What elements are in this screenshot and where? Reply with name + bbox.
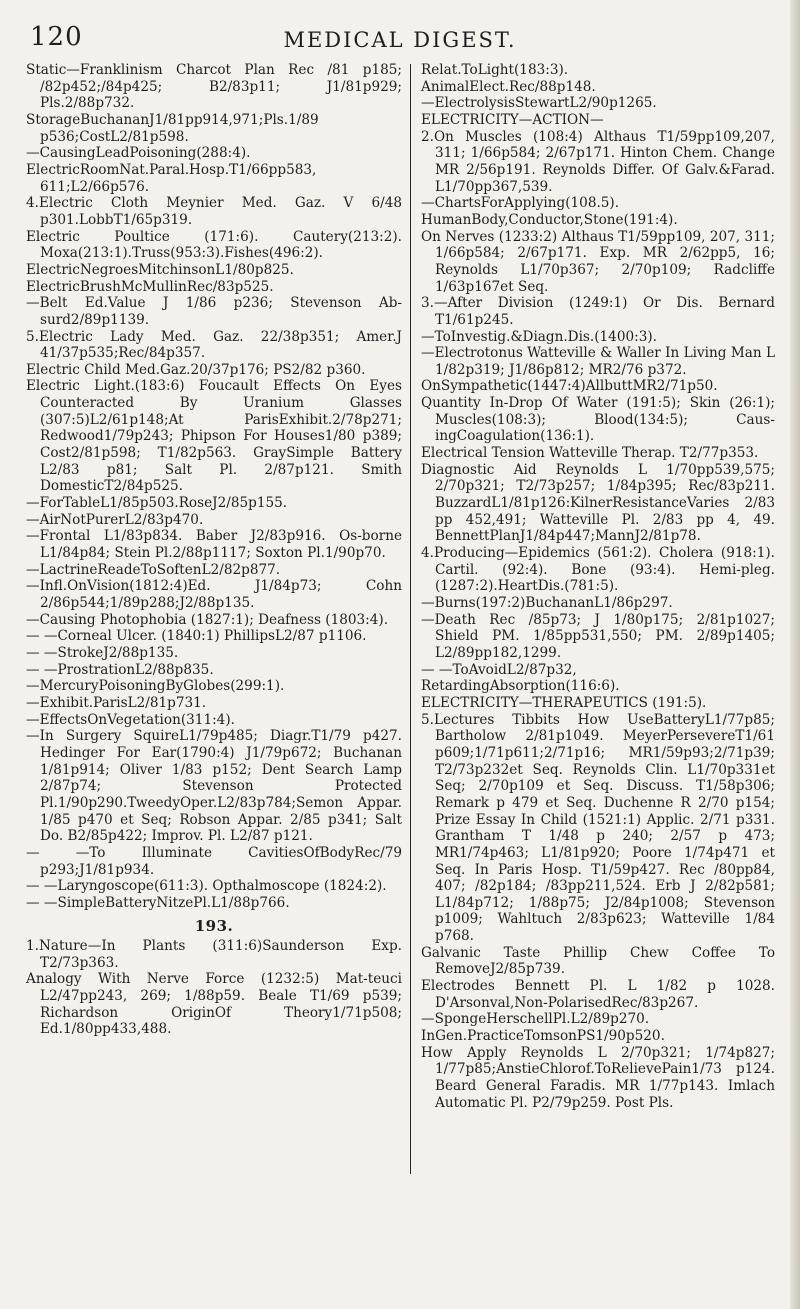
- index-entry: Electric Light.(183:6) Foucault Effects On Eyes Counteracted By Uranium Glasses (307:5)L2/61p148;At ParisExhibit.2/78p271; Redwood1/79p243; Phipson For Houses1/80 p389; Cost2/81p598; T1/82p563. GraySimple Battery L2/83 p81; Salt Pl. 2/87p121. Smith DomesticT2/84p525.: [26, 378, 402, 495]
- index-entry: —Exhibit.ParisL2/81p731.: [26, 694, 207, 711]
- index-entry: — —Corneal Ulcer. (1840:1) PhillipsL2/87 p1106.: [26, 628, 367, 645]
- index-entry: — —StrokeJ2/88p135.: [26, 644, 179, 661]
- index-entry: Electric Poultice (171:6). Cautery(213:2). Moxa(213:1).Truss(953:3).Fishes(496:2).: [26, 228, 402, 262]
- index-entry: ElectricRoomNat.Paral.Hosp.T1/66pp583, 611;L2/66p576.: [26, 161, 317, 195]
- index-entry: ElectricNegroesMitchinsonL1/80p825.: [26, 261, 294, 278]
- index-entry: —Burns(197:2)BuchananL1/86p297.: [421, 595, 673, 611]
- index-entry: InGen.PracticeTomsonPS1/90p520.: [421, 1028, 665, 1045]
- index-entry: 4.Electric Cloth Meynier Med. Gaz. V 6/48 p301.LobbT1/65p319.: [26, 195, 402, 228]
- index-entry: 5.Lectures Tibbits How UseBatteryL1/77p85; Bartholow 2/81p1049. MeyerPersevereT1/61 p609;1/71p611;2/71p16; MR1/59p93;2/71p39; T2/73p232et Seq. Reynolds Clin. L1/70p331et Seq; 2/70p109 et Seq. Discuss. T1/58p306; Remark p 479 et Seq. Duchenne R 2/70 p154; Prize Essay In Child (1521:1) Applic. 2/71 p331. Grantham T 1/48 p 240; 2/57 p 473; MR1/74p463; L1/81p920; Poore 1/74p471 et Seq. In Paris Hosp. T1/59p427. Rec /80pp84, 407; /82p184; /83pp211,524. Erb J 2/82p581; L1/84p712; 1/88p75; J2/84p1008; Stevenson p1009; Wahltuch 2/83p623; Watteville 1/84 p768.: [421, 711, 775, 945]
- index-entry: Electrodes Bennett Pl. L 1/82 p 1028. D'Arsonval,Non-PolarisedRec/83p267.: [421, 978, 775, 1011]
- index-entry: — —Laryngoscope(611:3). Opthalmoscope (1824:2).: [26, 878, 387, 895]
- left-column: [26, 62, 402, 1038]
- index-entry: 4.Producing—Epidemics (561:2). Cholera (918:1). Cartil. (92:4). Bone (93:4). Hemi-pleg.(1287:2).HeartDis.(781:5).: [421, 545, 775, 595]
- index-entry: —Frontal L1/83p834. Baber J2/83p916. Os-borne L1/84p84; Stein Pl.2/88p1117; Soxton Pl.1/90p70.: [26, 528, 402, 562]
- index-entry: 3.—After Division (1249:1) Or Dis. Bernard T1/61p245.: [421, 295, 775, 328]
- index-entry: — —ToAvoidL2/87p32,: [421, 661, 577, 678]
- index-entry: —Causing Photophobia (1827:1); Deafness (1803:4).: [26, 611, 389, 628]
- subject-heading: ELECTRICITY—THERAPEUTICS (191:5).: [421, 694, 707, 711]
- page-edge: [790, 0, 800, 1309]
- index-entry: OnSympathetic(1447:4)AllbuttMR2/71p50.: [421, 378, 718, 395]
- index-entry: 5.Electric Lady Med. Gaz. 22/38p351; Amer.J 41/37p535;Rec/84p357.: [26, 328, 402, 362]
- index-entry: —MercuryPoisoningByGlobes(299:1).: [26, 678, 285, 695]
- index-entry: —ChartsForApplying(108.5).: [421, 195, 620, 212]
- index-entry: AnimalElect.Rec/88p148.: [421, 78, 596, 95]
- index-entry: —Death Rec /85p73; J 1/80p175; 2/81p1027; Shield PM. 1/85pp531,550; PM. 2/89p1405; L2/89pp182,1299.: [421, 611, 775, 661]
- index-entry: Electrical Tension Watteville Therap. T2/77p353.: [421, 445, 759, 462]
- index-entry: Analogy With Nerve Force (1232:5) Mat-teuci L2/47pp243, 269; 1/88p59. Beale T1/69 p539; Richardson OriginOf Theory1/71p508; Ed.1/80pp433,488.: [26, 971, 402, 1038]
- index-entry: — —SimpleBatteryNitzePl.L1/88p766.: [26, 894, 290, 911]
- index-entry: —ElectrolysisStewartL2/90p1265.: [421, 95, 657, 112]
- index-entry: Electric Child Med.Gaz.20/37p176; PS2/82 p360.: [26, 361, 366, 378]
- index-entry: On Nerves (1233:2) Althaus T1/59pp109, 207, 311; 1/66p584; 2/67p171. Exp. MR 2/62pp5, 16; Reynolds L1/70p367; 2/70p109; Radcliffe 1/63p167et Seq.: [421, 228, 775, 295]
- right-column: [421, 62, 775, 1111]
- page-header: [0, 22, 800, 62]
- index-entry: — —ProstrationL2/88p835.: [26, 661, 214, 678]
- index-entry: —In Surgery SquireL1/79p485; Diagr.T1/79 p427. Hedinger For Ear(1790:4) J1/79p672; Buchanan 1/81p914; Oliver 1/83 p152; Dent Search Lamp 2/87p74; Stevenson Protected Pl.1/90p290.TweedyOper.L2/83p784;Semon Appar. 1/85 p470 et Seq; Robson Appar. 2/85 p341; Salt Do. B2/85p422; Improv. Pl. L2/87 p121.: [26, 728, 402, 845]
- index-entry: —LactrineReadeToSoftenL2/82p877.: [26, 561, 281, 578]
- index-entry: —EffectsOnVegetation(311:4).: [26, 711, 235, 728]
- section-heading: 193.: [194, 917, 234, 936]
- index-entry: —ForTableL1/85p503.RoseJ2/85p155.: [26, 495, 288, 512]
- subject-heading: ELECTRICITY—ACTION—: [421, 111, 604, 128]
- index-entry: Quantity In-Drop Of Water (191:5); Skin (26:1); Muscles(108:3); Blood(134:5); Caus-ingCoagulation(136:1).: [421, 395, 775, 445]
- index-entry: 2.On Muscles (108:4) Althaus T1/59pp109,207, 311; 1/66p584; 2/67p171. Hinton Chem. Change MR 2/56p191. Reynolds Differ. Of Galv.&Farad. L1/70pp367,539.: [421, 128, 775, 195]
- page-number: 120: [30, 22, 83, 52]
- index-entry: — —To Illuminate CavitiesOfBodyRec/79 p293;J1/81p934.: [26, 844, 402, 878]
- index-entry: ElectricBrushMcMullinRec/83p525.: [26, 278, 274, 295]
- index-entry: —Belt Ed.Value J 1/86 p236; Stevenson Ab-surd2/89p1139.: [26, 295, 402, 328]
- index-entry: RetardingAbsorption(116:6).: [421, 678, 620, 695]
- index-entry: StorageBuchananJ1/81pp914,971;Pls.1/89 p536;CostL2/81p598.: [26, 111, 319, 145]
- index-entry: Galvanic Taste Phillip Chew Coffee To RemoveJ2/85p739.: [421, 944, 775, 978]
- index-entry: —SpongeHerschellPl.L2/89p270.: [421, 1011, 650, 1028]
- running-title: MEDICAL DIGEST.: [283, 28, 517, 52]
- column-divider: [410, 64, 411, 1174]
- index-entry: How Apply Reynolds L 2/70p321; 1/74p827; 1/77p85;AnstieChlorof.ToRelievePain1/73 p124. Beard General Faradis. MR 1/77p143. Imlach Automatic Pl. P2/79p259. Post Pls.: [421, 1044, 775, 1111]
- index-entry: —AirNotPurerL2/83p470.: [26, 511, 204, 528]
- index-entry: —CausingLeadPoisoning(288:4).: [26, 145, 251, 162]
- index-entry: Relat.ToLight(183:3).: [421, 62, 569, 78]
- index-entry: 1.Nature—In Plants (311:6)Saunderson Exp. T2/73p363.: [26, 938, 402, 971]
- index-entry: Static—Franklinism Charcot Plan Rec /81 p185; /82p452;/84p425; B2/83p11; J1/81p929; Pls.2/88p732.: [26, 62, 402, 112]
- index-entry: Diagnostic Aid Reynolds L 1/70pp539,575; 2/70p321; T2/73p257; 1/84p395; Rec/83p211. BuzzardL1/81p126:KilnerResistanceVaries 2/83 pp 452,491; Watteville Pl. 2/83 pp 4, 49. BennettPlanJ1/84p447;MannJ2/81p78.: [421, 461, 775, 545]
- index-entry: —ToInvestig.&Diagn.Dis.(1400:3).: [421, 328, 657, 345]
- index-entry: —Infl.OnVision(1812:4)Ed. J1/84p73; Cohn 2/86p544;1/89p288;J2/88p135.: [26, 578, 402, 611]
- index-entry: HumanBody,Conductor,Stone(191:4).: [421, 211, 678, 228]
- index-entry: —Electrotonus Watteville & Waller In Living Man L 1/82p319; J1/86p812; MR2/76 p372.: [421, 345, 775, 378]
